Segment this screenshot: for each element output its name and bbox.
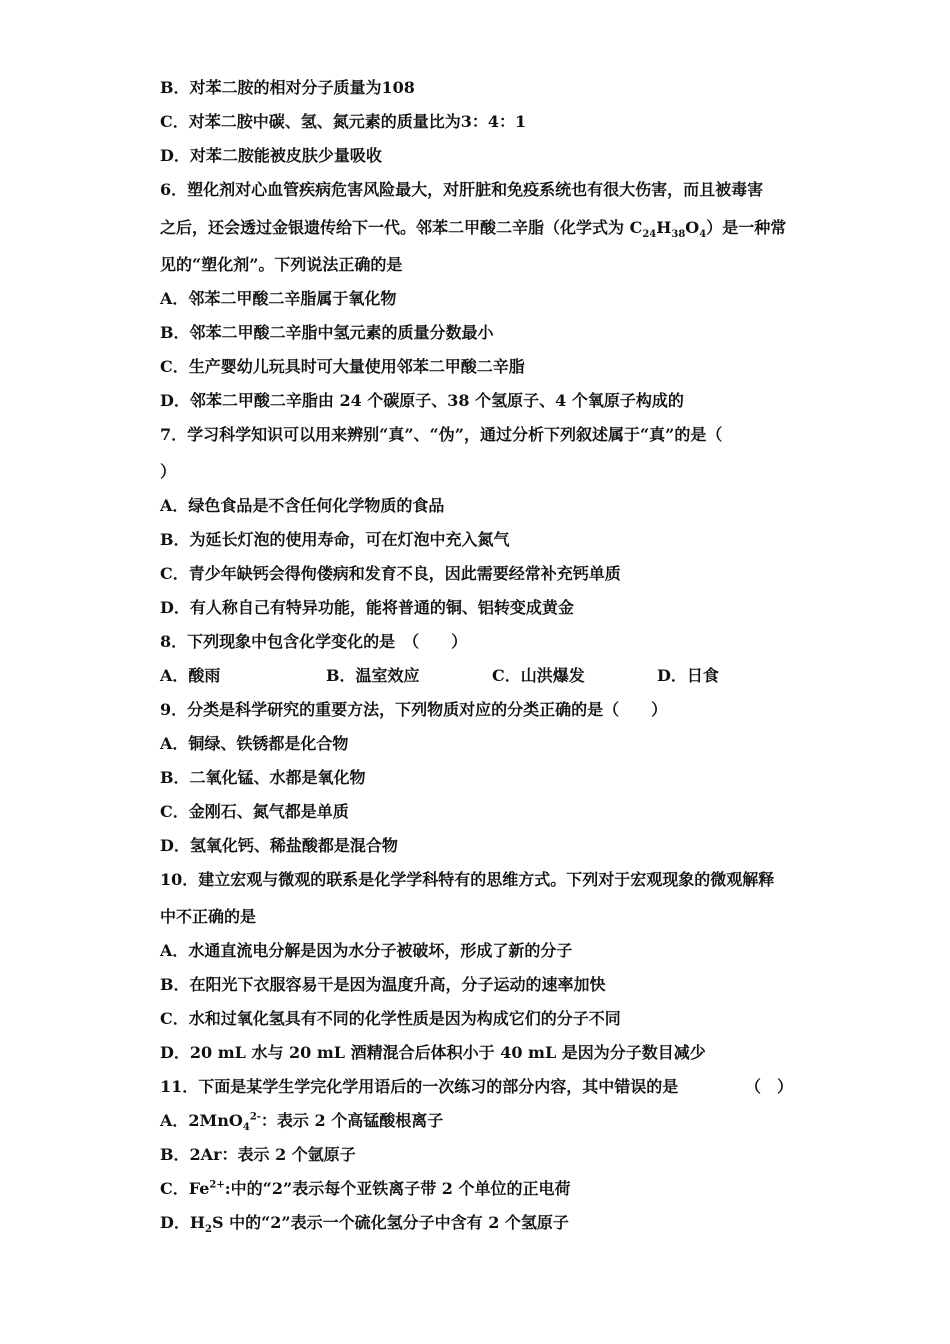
q11-a-text: A．2MnO [160, 1111, 243, 1130]
q9-option-a: A．铜绿、铁锈都是化合物 [160, 734, 349, 753]
q11-stem: 11．下面是某学生学完化学用语后的一次练习的部分内容，其中错误的是 [160, 1077, 679, 1096]
q10-option-c: C．水和过氧化氢具有不同的化学性质是因为构成它们的分子不同 [160, 1009, 621, 1028]
q10-option-a: A．水通直流电分解是因为水分子被破坏，形成了新的分子 [160, 941, 573, 960]
q11-option-d [160, 1213, 569, 1236]
q7-stem-line2: ） [160, 462, 177, 481]
q6-sub-h: 38 [671, 229, 686, 241]
q6-stem-line1: 6．塑化剂对心血管疾病危害风险最大，对肝脏和免疫系统也有很大伤害，而且被毒害 [160, 180, 764, 199]
q11-c-post: :中的“2”表示每个亚铁离子带 2 个单位的正电荷 [224, 1179, 571, 1198]
q7-stem-line1: 7．学习科学知识可以用来辨别“真”、“伪”，通过分析下列叙述属于“真”的是（ [160, 425, 723, 444]
q7-option-b: B．为延长灯泡的使用寿命，可在灯泡中充入氮气 [160, 530, 510, 549]
q6-option-d: D．邻苯二甲酸二辛脂由 24 个碳原子、38 个氢原子、4 个氧原子构成的 [160, 391, 684, 410]
q6-stem-text-b: ）是一种常 [706, 218, 787, 237]
q11-a-sub: 4 [242, 1122, 250, 1134]
q6-stem-text-a: 之后，还会透过金银遗传给下一代。邻苯二甲酸二辛脂（化学式为 C [160, 218, 643, 237]
q6-stem-line3: 见的“塑化剂”。下列说法正确的是 [160, 255, 403, 274]
q6-h: H [656, 218, 672, 237]
q8-stem: 8．下列现象中包含化学变化的是 （ ） [160, 632, 468, 651]
q11-option-c [160, 1179, 570, 1199]
q10-option-d: D．20 mL 水与 20 mL 酒精混合后体积小于 40 mL 是因为分子数目减少 [160, 1043, 706, 1062]
q11-d-post: S 中的“2”表示一个硫化氢分子中含有 2 个氢原子 [211, 1213, 569, 1232]
q9-option-d: D．氢氧化钙、稀盐酸都是混合物 [160, 836, 398, 855]
q9-option-c: C．金刚石、氮气都是单质 [160, 802, 349, 821]
q5-option-c: C．对苯二胺中碳、氢、氮元素的质量比为3：4：1 [160, 112, 527, 131]
q11-a-sup: 2- [249, 1111, 261, 1123]
q6-option-b: B．邻苯二甲酸二辛脂中氢元素的质量分数最小 [160, 323, 494, 342]
q10-option-b: B．在阳光下衣服容易干是因为温度升高，分子运动的速率加快 [160, 975, 606, 994]
q11-option-a [160, 1111, 444, 1134]
q6-option-c: C．生产婴幼儿玩具时可大量使用邻苯二甲酸二辛脂 [160, 357, 525, 376]
q11-c-text: C．Fe [160, 1179, 210, 1198]
q10-stem-line2: 中不正确的是 [160, 907, 257, 926]
q5-option-b: B．对苯二胺的相对分子质量为108 [160, 78, 415, 97]
q11-d-text: D．H [160, 1213, 205, 1232]
q6-option-a: A．邻苯二甲酸二辛脂属于氧化物 [160, 289, 397, 308]
q11-answer-paren: （ ） [745, 1077, 794, 1096]
q7-option-a: A．绿色食品是不含任何化学物质的食品 [160, 496, 445, 515]
q10-stem-line1: 10．建立宏观与微观的联系是化学学科特有的思维方式。下列对于宏观现象的微观解释 [160, 870, 775, 889]
q11-a-post: ：表示 2 个高锰酸根离子 [260, 1111, 444, 1130]
q6-stem-line2 [160, 218, 787, 241]
q11-c-sup: 2+ [209, 1179, 225, 1191]
q7-option-c: C．青少年缺钙会得佝偻病和发育不良，因此需要经常补充钙单质 [160, 564, 621, 583]
q8-option-d: D．日食 [657, 666, 719, 685]
q11-option-b: B．2Ar：表示 2 个氩原子 [160, 1145, 356, 1164]
q6-o: O [685, 218, 700, 237]
q8-option-c: C．山洪爆发 [492, 666, 585, 685]
q8-option-b: B．温室效应 [326, 666, 420, 685]
q11-d-sub: 2 [205, 1224, 212, 1236]
q9-option-b: B．二氧化锰、水都是氧化物 [160, 768, 366, 787]
q9-stem: 9．分类是科学研究的重要方法，下列物质对应的分类正确的是（ ） [160, 700, 668, 719]
q6-sub-c: 24 [642, 229, 657, 241]
q7-option-d: D．有人称自己有特异功能，能将普通的铜、铝转变成黄金 [160, 598, 574, 617]
q8-option-a: A．酸雨 [160, 666, 221, 685]
q6-sub-o: 4 [699, 229, 707, 241]
q5-option-d: D．对苯二胺能被皮肤少量吸收 [160, 146, 382, 165]
